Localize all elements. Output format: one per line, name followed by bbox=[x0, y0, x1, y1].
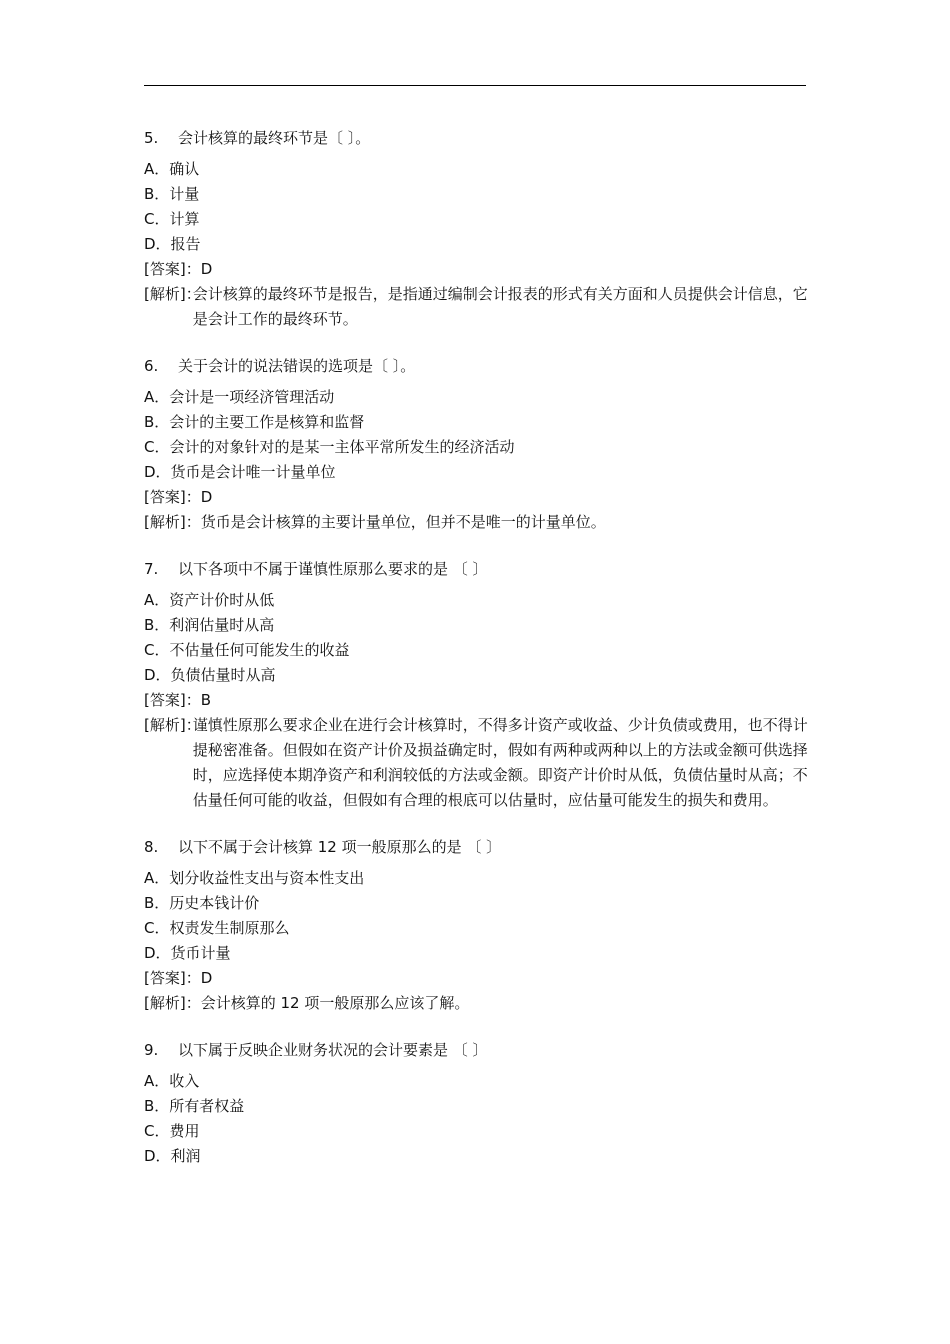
explanation bbox=[144, 282, 808, 332]
question-number: 9. bbox=[144, 1041, 159, 1059]
option-b: B．利润估量时从高 bbox=[144, 616, 275, 634]
option-c: C．不估量任何可能发生的收益 bbox=[144, 641, 350, 659]
header-rule bbox=[144, 85, 806, 86]
option-c: C．费用 bbox=[144, 1122, 200, 1140]
explanation-label: [解析]： bbox=[144, 716, 201, 734]
explanation bbox=[144, 713, 808, 813]
question-text: 会计核算的最终环节是〔 〕。 bbox=[178, 129, 371, 147]
question-number: 6. bbox=[144, 357, 159, 375]
option-a: A．划分收益性支出与资本性支出 bbox=[144, 869, 365, 887]
option-b: B．所有者权益 bbox=[144, 1097, 245, 1115]
explanation bbox=[144, 510, 808, 535]
question-number: 5. bbox=[144, 129, 159, 147]
question-title bbox=[144, 354, 808, 379]
explanation-text: 会计核算的最终环节是报告，是指通过编制会计报表的形式有关方面和人员提供会计信息，它是会计工作的最终环节。 bbox=[192, 285, 808, 328]
explanation-label: [解析]： bbox=[144, 994, 201, 1012]
explanation-text: 会计核算的 12 项一般原那么应该了解。 bbox=[200, 994, 470, 1012]
question-number: 8. bbox=[144, 838, 159, 856]
option-b: B．计量 bbox=[144, 185, 200, 203]
explanation-text: 货币是会计核算的主要计量单位，但并不是唯一的计量单位。 bbox=[200, 513, 606, 531]
question-title bbox=[144, 557, 808, 582]
question-text: 以下不属于会计核算 12 项一般原那么的是 〔 〕 bbox=[178, 838, 502, 856]
option-a: A．资产计价时从低 bbox=[144, 591, 275, 609]
explanation bbox=[144, 991, 808, 1016]
question-6 bbox=[144, 354, 808, 535]
option-d: D．负债估量时从高 bbox=[144, 666, 276, 684]
question-title bbox=[144, 835, 808, 860]
option-a: A．收入 bbox=[144, 1072, 200, 1090]
explanation-text: 谨慎性原那么要求企业在进行会计核算时，不得多计资产或收益、少计负债或费用，也不得计提秘密准备。但假如在资产计价及损益确定时，假如有两种或两种以上的方法或金额可供选择时，应选择使本期净资产和利润较低的方法或金额。即资产计价时从低，负债估量时从高；不估量任何可能的收益，但假如有合理的根底可以估量时，应估量可能发生的损失和费用。 bbox=[192, 716, 808, 809]
answer: [答案]：D bbox=[144, 488, 213, 506]
answer: [答案]：D bbox=[144, 260, 213, 278]
option-c: C．会计的对象针对的是某一主体平常所发生的经济活动 bbox=[144, 438, 515, 456]
option-d: D．利润 bbox=[144, 1147, 201, 1165]
option-c: C．计算 bbox=[144, 210, 200, 228]
question-text: 关于会计的说法错误的选项是〔 〕。 bbox=[178, 357, 416, 375]
question-text: 以下各项中不属于谨慎性原那么要求的是 〔 〕 bbox=[178, 560, 488, 578]
question-number: 7. bbox=[144, 560, 159, 578]
question-9 bbox=[144, 1038, 808, 1169]
question-5 bbox=[144, 126, 808, 332]
option-d: D．报告 bbox=[144, 235, 201, 253]
option-d: D．货币是会计唯一计量单位 bbox=[144, 463, 336, 481]
explanation-label: [解析]： bbox=[144, 285, 201, 303]
explanation-label: [解析]： bbox=[144, 513, 201, 531]
question-7 bbox=[144, 557, 808, 813]
option-c: C．权责发生制原那么 bbox=[144, 919, 290, 937]
answer: [答案]：B bbox=[144, 691, 211, 709]
option-b: B．历史本钱计价 bbox=[144, 894, 260, 912]
option-a: A．会计是一项经济管理活动 bbox=[144, 388, 335, 406]
question-title bbox=[144, 126, 808, 151]
answer: [答案]：D bbox=[144, 969, 213, 987]
question-text: 以下属于反映企业财务状况的会计要素是 〔 〕 bbox=[178, 1041, 488, 1059]
option-d: D．货币计量 bbox=[144, 944, 231, 962]
question-list bbox=[144, 126, 808, 1191]
question-title bbox=[144, 1038, 808, 1063]
option-b: B．会计的主要工作是核算和监督 bbox=[144, 413, 365, 431]
question-8 bbox=[144, 835, 808, 1016]
option-a: A．确认 bbox=[144, 160, 200, 178]
